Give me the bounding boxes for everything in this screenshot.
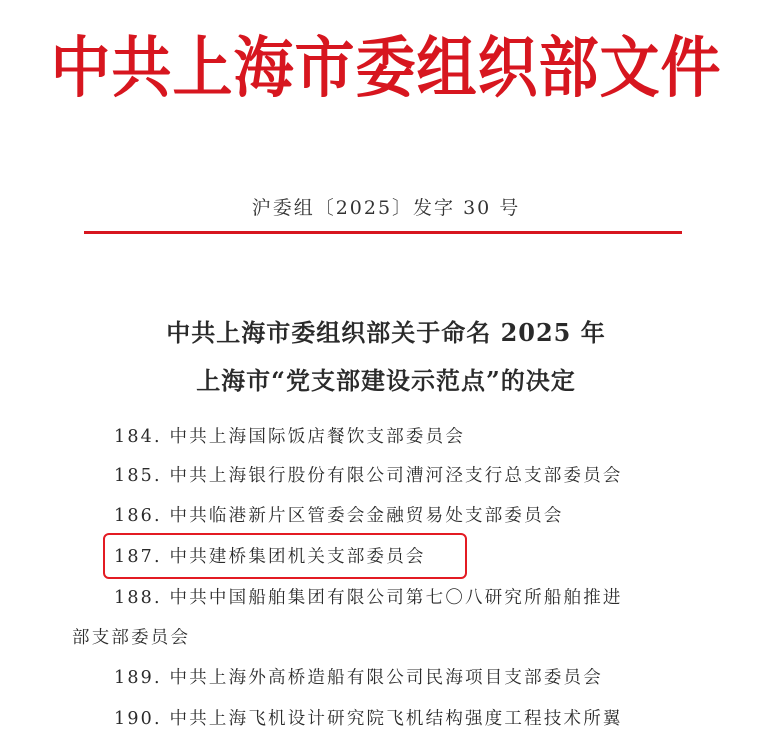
list-item-190: 190. 中共上海飞机设计研究院飞机结构强度工程技术所翼 — [114, 709, 623, 729]
list-item-187: 187. 中共建桥集团机关支部委员会 — [114, 547, 426, 567]
decision-title-line-1: 中共上海市委组织部关于命名 2025 年 — [166, 318, 606, 347]
list-item-189: 189. 中共上海外高桥造船有限公司民海项目支部委员会 — [114, 668, 603, 688]
list-item-188-continuation: 部支部委员会 — [72, 628, 191, 648]
masthead-title: 中共上海市委组织部文件 — [50, 29, 722, 107]
list-item-186: 186. 中共临港新片区管委会金融贸易处支部委员会 — [114, 506, 564, 526]
highlight-box-187 — [103, 533, 467, 579]
list-item-184: 184. 中共上海国际饭店餐饮支部委员会 — [114, 427, 466, 447]
list-item-185: 185. 中共上海银行股份有限公司漕河泾支行总支部委员会 — [114, 466, 623, 486]
red-divider-line — [84, 231, 682, 234]
decision-title-line-2: 上海市“党支部建设示范点”的决定 — [196, 366, 576, 395]
list-item-188: 188. 中共中国船舶集团有限公司第七〇八研究所船舶推进 — [114, 588, 623, 608]
document-number: 沪委组〔2025〕发字 30 号 — [251, 197, 521, 219]
